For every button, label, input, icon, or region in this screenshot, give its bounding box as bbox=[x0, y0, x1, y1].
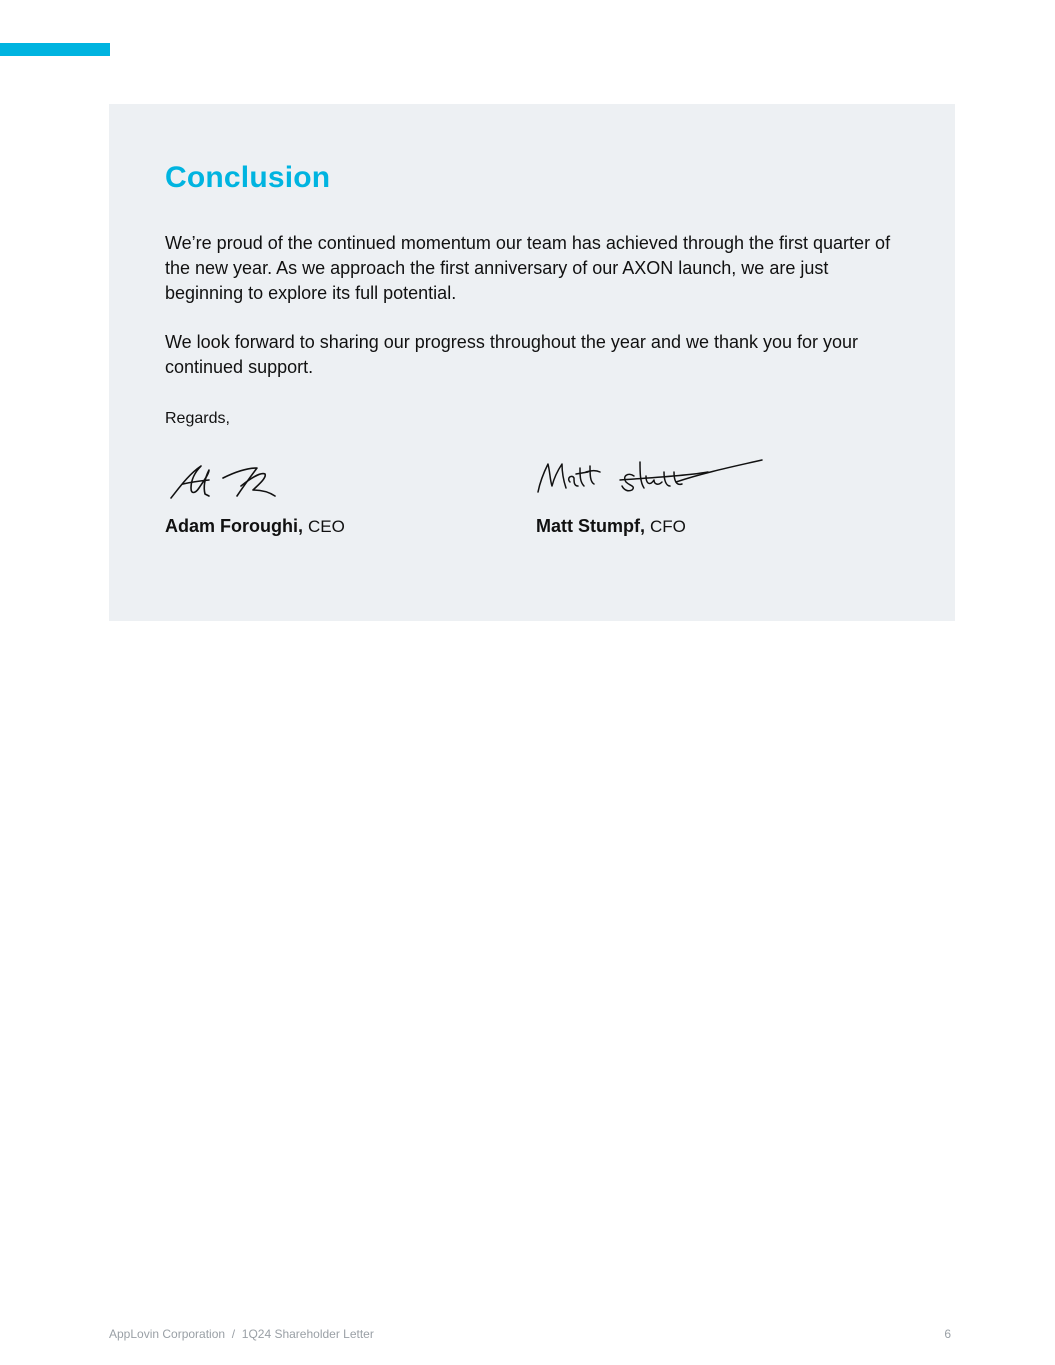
closing-regards: Regards, bbox=[165, 410, 230, 427]
footer-company: AppLovin Corporation bbox=[109, 1327, 226, 1341]
signature-block-cfo bbox=[536, 448, 876, 548]
signatory-ceo bbox=[165, 514, 345, 539]
ceo-role: CEO bbox=[308, 517, 345, 536]
ceo-name: Adam Foroughi, bbox=[165, 516, 303, 536]
section-title: Conclusion bbox=[165, 161, 331, 194]
ceo-signature-image bbox=[165, 448, 295, 508]
cfo-role: CFO bbox=[650, 517, 686, 536]
conclusion-panel bbox=[109, 104, 955, 621]
footer-separator: / bbox=[231, 1327, 236, 1341]
signature-block-ceo bbox=[165, 448, 505, 548]
cfo-signature-image bbox=[536, 442, 776, 502]
paragraph-momentum: We’re proud of the continued momentum our team has achieved through the first quarter of the new year. As we approach the first anniversary of our AXON launch, we are just beginning to explore its full potential. bbox=[165, 233, 891, 303]
footer-document-title: 1Q24 Shareholder Letter bbox=[241, 1327, 374, 1341]
signature-row bbox=[165, 448, 905, 548]
paragraph-thanks: We look forward to sharing our progress throughout the year and we thank you for your continued support. bbox=[165, 332, 859, 377]
footer-document-info bbox=[109, 1327, 374, 1341]
footer-page-number: 6 bbox=[944, 1327, 951, 1341]
signatory-cfo bbox=[536, 514, 686, 539]
cfo-name: Matt Stumpf, bbox=[536, 516, 645, 536]
accent-bar bbox=[0, 43, 110, 56]
